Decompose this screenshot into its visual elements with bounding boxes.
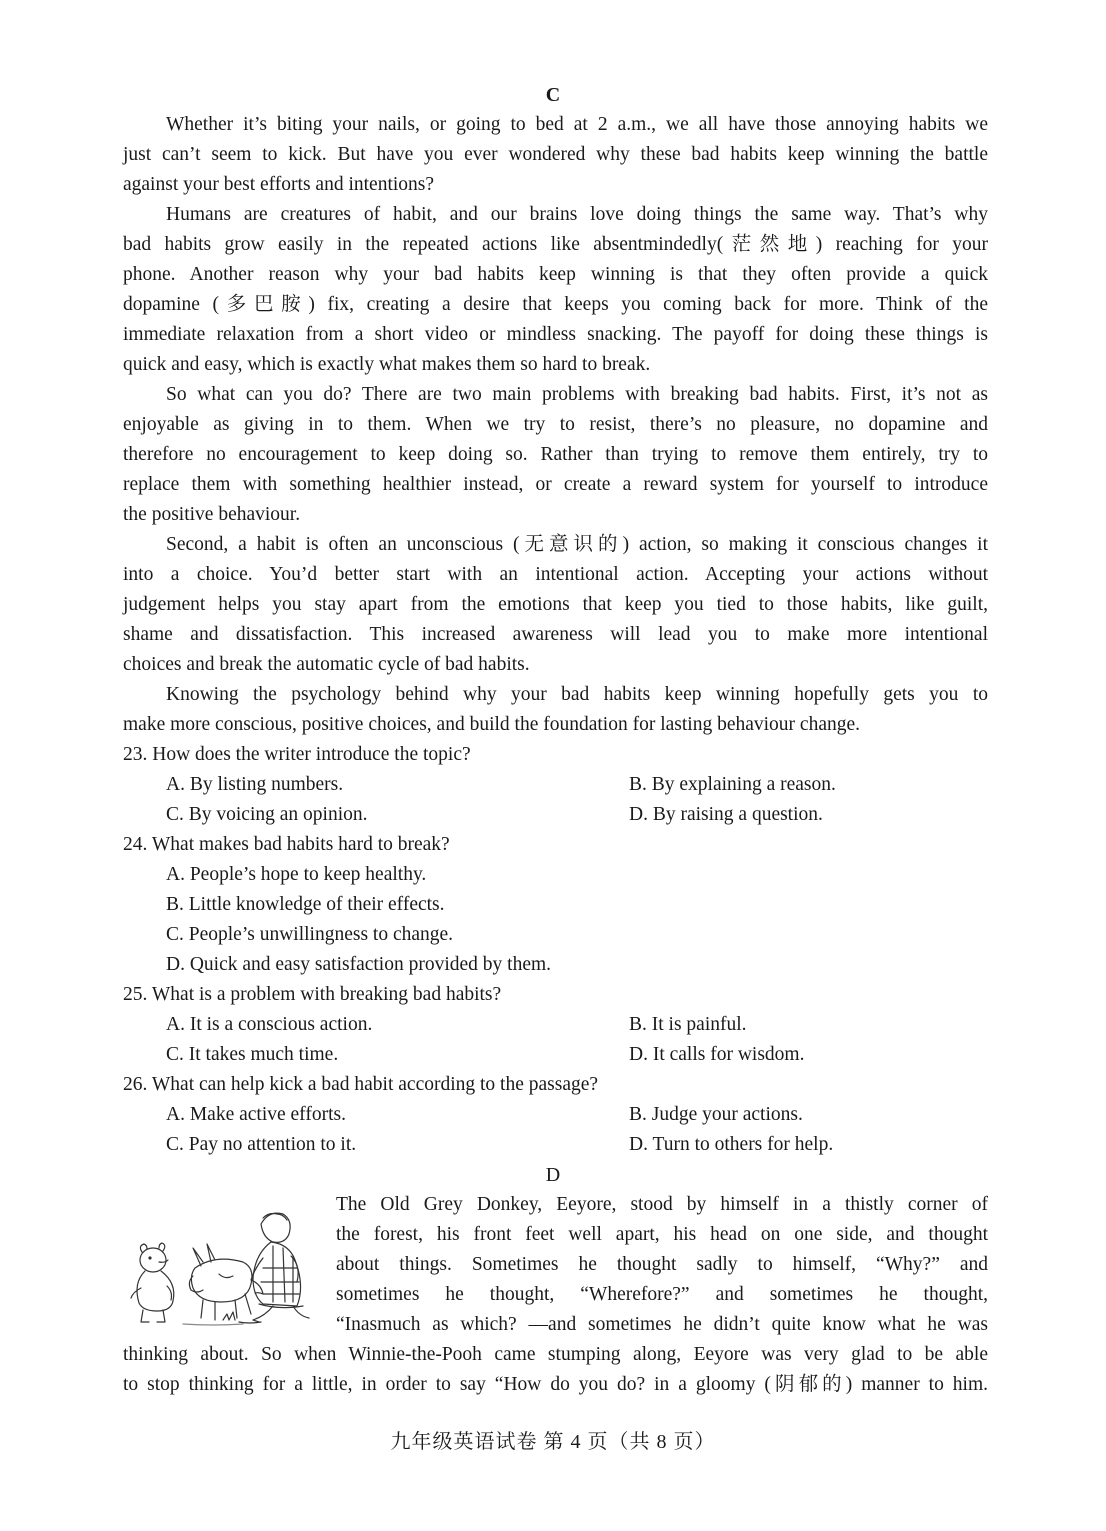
section-d-heading: D xyxy=(545,1164,561,1186)
answer-option[interactable]: D. Turn to others for help. xyxy=(629,1134,834,1155)
passage-d-line: The Old Grey Donkey, Eeyore, stood by himself in a thistly corner of xyxy=(336,1194,988,1215)
question-stem: 25. What is a problem with breaking bad habits? xyxy=(123,984,502,1005)
answer-option[interactable]: D. It calls for wisdom. xyxy=(629,1044,805,1065)
question-stem: 24. What makes bad habits hard to break? xyxy=(123,834,450,855)
answer-option[interactable]: C. It takes much time. xyxy=(166,1044,339,1065)
answer-option[interactable]: B. Little knowledge of their effects. xyxy=(166,894,445,915)
passage-c-line: bad habits grow easily in the repeated actions like absentmindedly(茫然地) reaching for your xyxy=(123,234,988,255)
passage-d-line: thinking about. So when Winnie-the-Pooh came stumping along, Eeyore was very glad to be able xyxy=(123,1344,988,1365)
passage-d-line: the forest, his front feet well apart, his head on one side, and thought xyxy=(336,1224,988,1245)
passage-c-line: against your best efforts and intentions? xyxy=(123,174,435,195)
passage-c-line: dopamine (多巴胺) fix, creating a desire that keeps you coming back for more. Think of the xyxy=(123,294,988,315)
passage-c-line: quick and easy, which is exactly what makes them so hard to break. xyxy=(123,354,651,375)
passage-c-line: make more conscious, positive choices, and build the foundation for lasting behaviour change. xyxy=(123,714,861,735)
answer-option[interactable]: B. It is painful. xyxy=(629,1014,747,1035)
passage-c-line: the positive behaviour. xyxy=(123,504,301,525)
passage-c-line: therefore no encouragement to keep doing so. Rather than trying to remove them entirely, try to xyxy=(123,444,988,465)
passage-c-line: choices and break the automatic cycle of bad habits. xyxy=(123,654,530,675)
passage-c-line: Humans are creatures of habit, and our brains love doing things the same way. That’s why xyxy=(166,204,988,225)
passage-d-line: to stop thinking for a little, in order to say “How do you do? in a gloomy (阴郁的) manner to him. xyxy=(123,1374,988,1395)
passage-d-line: about things. Sometimes he thought sadly to himself, “Why?” and xyxy=(336,1254,988,1275)
answer-option[interactable]: C. Pay no attention to it. xyxy=(166,1134,357,1155)
passage-c-line: Whether it’s biting your nails, or going to bed at 2 a.m., we all have those annoying habits we xyxy=(166,114,988,135)
passage-c-line: shame and dissatisfaction. This increased awareness will lead you to make more intentional xyxy=(123,624,988,645)
passage-c-line: Knowing the psychology behind why your bad habits keep winning hopefully gets you to xyxy=(166,684,988,705)
answer-option[interactable]: C. People’s unwillingness to change. xyxy=(166,924,454,945)
answer-option[interactable]: B. By explaining a reason. xyxy=(629,774,836,795)
passage-d-line: “Inasmuch as which? —and sometimes he didn’t quite know what he was xyxy=(336,1314,988,1335)
passage-c-line: immediate relaxation from a short video or mindless snacking. The payoff for doing these things is xyxy=(123,324,988,345)
passage-c-line: enjoyable as giving in to them. When we try to resist, there’s no pleasure, no dopamine and xyxy=(123,414,988,435)
question-stem: 23. How does the writer introduce the topic? xyxy=(123,744,471,765)
passage-c-line: So what can you do? There are two main problems with breaking bad habits. First, it’s not as xyxy=(166,384,988,405)
page-footer: 九年级英语试卷 第 4 页（共 8 页） xyxy=(390,1431,716,1453)
answer-option[interactable]: D. Quick and easy satisfaction provided by them. xyxy=(166,954,552,975)
passage-c-line: judgement helps you stay apart from the emotions that keep you tied to those habits, like guilt, xyxy=(123,594,988,615)
passage-c-line: phone. Another reason why your bad habits keep winning is that they often provide a quick xyxy=(123,264,988,285)
answer-option[interactable]: A. People’s hope to keep healthy. xyxy=(166,864,427,885)
pooh-illustration xyxy=(123,1196,328,1328)
passage-c-line: Second, a habit is often an unconscious (无意识的) action, so making it conscious changes it xyxy=(166,534,988,555)
answer-option[interactable]: D. By raising a question. xyxy=(629,804,823,825)
answer-option[interactable]: A. By listing numbers. xyxy=(166,774,344,795)
answer-option[interactable]: B. Judge your actions. xyxy=(629,1104,803,1125)
section-c-heading: C xyxy=(545,84,561,106)
passage-c-line: replace them with something healthier instead, or create a reward system for yourself to introduce xyxy=(123,474,988,495)
passage-c-line: just can’t seem to kick. But have you ever wondered why these bad habits keep winning the battle xyxy=(123,144,988,165)
answer-option[interactable]: A. It is a conscious action. xyxy=(166,1014,373,1035)
answer-option[interactable]: A. Make active efforts. xyxy=(166,1104,346,1125)
passage-c-line: into a choice. You’d better start with an intentional action. Accepting your actions without xyxy=(123,564,988,585)
passage-d-line: sometimes he thought, “Wherefore?” and sometimes he thought, xyxy=(336,1284,988,1305)
answer-option[interactable]: C. By voicing an opinion. xyxy=(166,804,368,825)
question-stem: 26. What can help kick a bad habit according to the passage? xyxy=(123,1074,599,1095)
